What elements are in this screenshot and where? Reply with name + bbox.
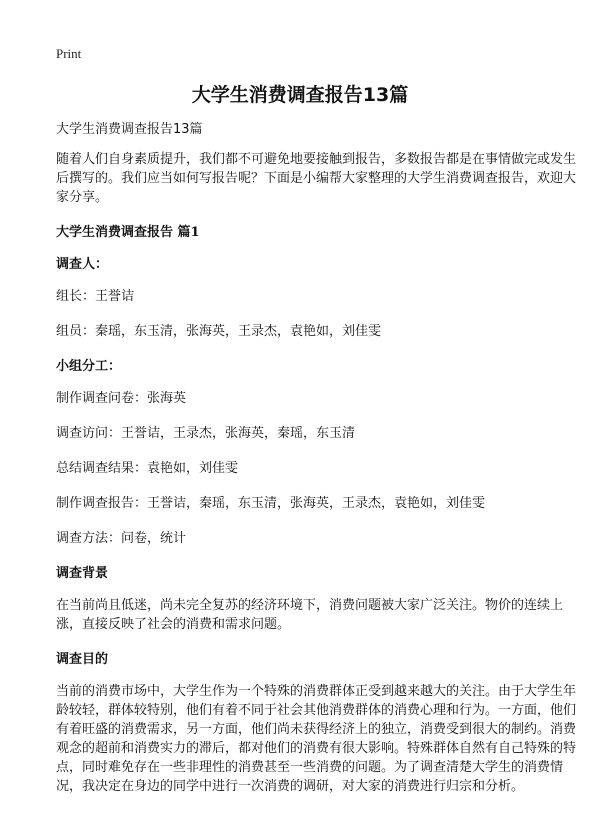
background-heading: 调查背景 <box>56 566 109 581</box>
section-title: 大学生消费调查报告 篇1 <box>56 225 200 240</box>
division-item: 调查访问：王誉诘，王录杰，张海英，秦瑶，东玉清 <box>56 426 356 441</box>
purpose-heading: 调查目的 <box>56 652 109 667</box>
leader-line: 组长：王誉诘 <box>56 289 135 304</box>
division-item: 制作调查问卷：张海英 <box>56 391 187 406</box>
division-item: 总结调查结果：袁艳如，刘佳雯 <box>56 461 239 476</box>
members-line: 组员：秦瑶，东玉清，张海英，王录杰，袁艳如，刘佳雯 <box>56 324 382 339</box>
method-line: 调查方法：问卷，统计 <box>56 531 187 546</box>
division-heading: 小组分工： <box>56 359 122 374</box>
document-subtitle: 大学生消费调查报告13篇 <box>56 122 203 137</box>
intro-paragraph: 随着人们自身素质提升，我们都不可避免地要接触到报告，多数报告都是在事情做完或发生后撰写的。我们应当如何写报告呢？下面是小编帮大家整理的大学生消费调查报告，欢迎大家分享。 <box>56 152 577 205</box>
document-body <box>56 120 576 812</box>
print-label: Print <box>56 46 82 61</box>
purpose-paragraph: 当前的消费市场中，大学生作为一个特殊的消费群体正受到越来越大的关注。由于大学生年龄较轻，群体较特别，他们有着不同于社会其他消费群体的消费心理和行为。一方面，他们有着旺盛的消费需求，另一方面，他们尚未获得经济上的独立，消费受到很大的制约。消费观念的超前和消费实力的滞后，都对他们的消费有很大影响。特殊群体自然有自己特殊的特点，同时难免存在一些非理性的消费甚至一些消费的问题。为了调查清楚大学生的消费情况，我决定在身边的同学中进行一次消费的调研，对大家的消费进行归宗和分析。 <box>56 684 577 794</box>
division-item: 制作调查报告：王誉诘，秦瑶，东玉清，张海英，王录杰，袁艳如，刘佳雯 <box>56 496 486 511</box>
background-paragraph: 在当前尚且低迷，尚未完全复苏的经济环境下，消费问题被大家广泛关注。物价的连续上涨，直接反映了社会的消费和需求问题。 <box>56 598 564 632</box>
investigators-heading: 调查人： <box>56 257 109 272</box>
page-title: 大学生消费调查报告13篇 <box>191 84 409 106</box>
